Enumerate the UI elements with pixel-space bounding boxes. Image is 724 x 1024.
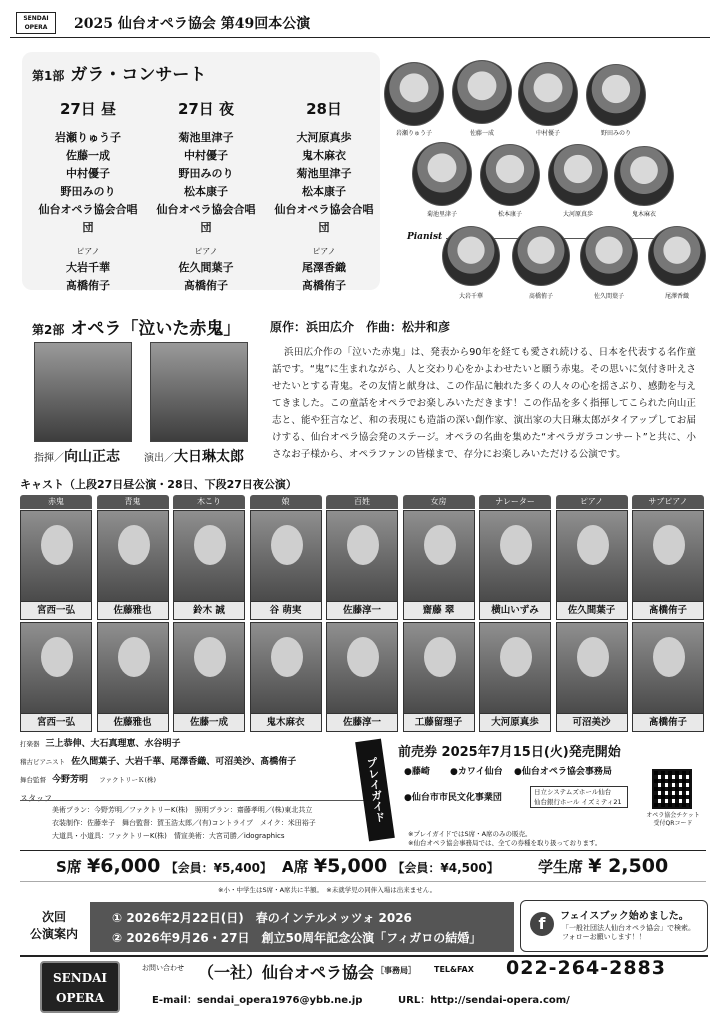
- singer-name: 鬼木麻衣: [302, 149, 346, 162]
- cast-photo: [20, 622, 92, 714]
- singer-photo: [586, 64, 646, 126]
- stage-manager-row: [20, 772, 162, 785]
- cast-card: [556, 622, 628, 732]
- singer-photo: [412, 142, 472, 206]
- rehearsal-label: 稽古ピアニスト: [20, 758, 66, 766]
- singer-name: 中村優子: [184, 149, 228, 162]
- playguide-note: ※プレイガイドではS席・A席のみの販売。: [408, 830, 532, 838]
- cast-role: 木こり: [173, 495, 245, 509]
- singer-name: 佐藤一成: [66, 149, 110, 162]
- cast-title: キャスト（上段27日昼公演・28日、下段27日夜公演）: [20, 478, 297, 491]
- pianist-name: 尾澤香織: [302, 261, 346, 274]
- shop-office: ●仙台オペラ協会事務局: [514, 767, 612, 777]
- next-performance-label: [24, 909, 84, 943]
- percussion-names: 三上恭伸、大石真理恵、水谷明子: [45, 739, 181, 749]
- cast-role: 娘: [250, 495, 322, 509]
- shop-kawai: ●カワイ仙台: [450, 767, 503, 777]
- cast-name: 佐藤雅也: [97, 602, 169, 620]
- footer-logo-line-2: OPERA: [56, 991, 104, 1005]
- rehearsal-pianist-row: [20, 754, 296, 767]
- facebook-title: フェイスブック始めました。: [560, 911, 689, 922]
- cast-card: [479, 497, 551, 620]
- pianist-photo: [512, 226, 570, 286]
- rehearsal-names: 佐久間葉子、大岩千華、尾澤香織、可沼美沙、髙橋侑子: [71, 757, 297, 767]
- cast-card: [632, 497, 704, 620]
- sendai-opera-logo: [40, 961, 120, 1013]
- pianist-caption: 髙橋侑子: [528, 293, 553, 300]
- cast-photo: [173, 510, 245, 602]
- cast-card: [173, 622, 245, 732]
- pianist-photo: [442, 226, 500, 286]
- price-a-label: A席: [282, 858, 309, 876]
- price-student-label: 学生席: [538, 858, 584, 876]
- website-link[interactable]: URL：http://sendai-opera.com/: [398, 995, 570, 1006]
- photo-caption: 鬼木麻衣: [631, 211, 656, 218]
- cast-role: 百姓: [326, 495, 398, 509]
- conductor-photo: [34, 342, 132, 442]
- cast-photo: [97, 510, 169, 602]
- price-a-value: ¥5,000: [313, 855, 388, 877]
- pianist-photo: [648, 226, 706, 286]
- part1-title: [32, 60, 206, 85]
- cast-photo: [250, 622, 322, 714]
- conductor-role: 指揮／: [34, 453, 64, 464]
- director-role: 演出／: [144, 453, 174, 464]
- shop-cultural-foundation: ●仙台市市民文化事業団: [404, 793, 502, 803]
- price-note: ※小・中学生はS席・A席共に半額。 ※未就学児の同伴入場は出来ません。: [218, 886, 437, 894]
- cast-photo: [326, 622, 398, 714]
- cast-role: 女房: [403, 495, 475, 509]
- shop-venues: [530, 786, 628, 808]
- cast-name: 鈴木 誠: [173, 602, 245, 620]
- percussion-label: 打楽器: [20, 740, 40, 748]
- logo-line-2: OPERA: [24, 24, 48, 31]
- singer-name: 仙台オペラ協会合唱団: [274, 203, 374, 234]
- cast-photo: [173, 622, 245, 714]
- cast-card: [97, 622, 169, 732]
- singer-name: 岩瀬りゅう子: [55, 131, 121, 144]
- cast-card: [173, 497, 245, 620]
- facebook-sub-2: フォローお願いします！！: [562, 933, 646, 941]
- singer-photo: [548, 144, 608, 206]
- part2-name: オペラ「泣いた赤鬼」: [70, 319, 241, 339]
- cast-card: [403, 497, 475, 620]
- piano-label: ピアノ: [312, 247, 336, 256]
- cast-photo: [250, 510, 322, 602]
- price-a: [282, 855, 499, 877]
- presale-date: 前売券 2025年7月15日(火)発売開始: [398, 745, 621, 760]
- day-label: 27日 昼: [59, 100, 117, 118]
- office-label: ［事務局］: [376, 966, 416, 975]
- price-s-label: S席: [56, 858, 82, 876]
- pianist-caption: 大岩千華: [458, 293, 483, 300]
- percussion-row: [20, 736, 181, 749]
- price-s-member: 【会員：¥5,400】: [165, 861, 272, 875]
- cast-name: 大河原真歩: [479, 714, 551, 732]
- playguide-notes: [408, 829, 601, 847]
- playguide-badge: プレイガイド: [355, 739, 395, 842]
- part2-title: [32, 314, 240, 339]
- playguide-note: ※仙台オペラ協会事務局では、全ての券種を取り扱っております。: [408, 839, 602, 847]
- part2-credit: 原作：浜田広介 作曲：松井和彦: [270, 320, 451, 334]
- part1-name: ガラ・コンサート: [70, 65, 207, 85]
- cast-card: [20, 622, 92, 732]
- pianist-name: 髙橋侑子: [66, 279, 110, 292]
- singer-name: 野田みのり: [178, 167, 234, 180]
- cast-name: 横山いずみ: [479, 602, 551, 620]
- cast-card: [20, 497, 92, 620]
- cast-card: [479, 622, 551, 732]
- ticket-qr-code[interactable]: [652, 769, 692, 809]
- pianist-caption: 尾澤香織: [664, 293, 689, 300]
- cast-name: 髙橋侑子: [632, 602, 704, 620]
- cast-name: 谷 萌実: [250, 602, 322, 620]
- day-column: [152, 98, 260, 295]
- singer-name: 菊池里津子: [296, 167, 352, 180]
- cast-name: 可沼美沙: [556, 714, 628, 732]
- qr-caption: オペラ協会チケット受付QRコード: [646, 812, 700, 827]
- singer-photo: [452, 60, 512, 124]
- day-label: 27日 夜: [177, 100, 235, 118]
- page-title: 2025 仙台オペラ協会 第49回本公演: [74, 16, 311, 32]
- cast-name: 宮西一弘: [20, 714, 92, 732]
- day-label: 28日: [306, 100, 342, 118]
- next-performance-2: ② 2026年9月26・27日 創立50周年記念公演「フィガロの結婚」: [112, 931, 482, 945]
- cast-card: [556, 497, 628, 620]
- piano-label: ピアノ: [194, 247, 218, 256]
- singer-photo: [480, 144, 540, 206]
- opera-description: 浜田広介作の「泣いた赤鬼」は、発表から90年を経ても愛され続ける、日本を代表する名作童話です。“鬼”に生まれながら、人と交わり心をかよわせたいと願う赤鬼。その思いに気付き叶えさせたいとする青鬼。その友情と献身は、この作品に触れた多くの人々の心を揺さぶり、感動を与えてきました。この童話をオペラでお楽しみいただきます！この作品を多く指揮してこられた向山正志と、能や狂言など、和の表現にも造詣の深い創作家、演出家の大日琳太郎がタイアップしてお届けする、仙台オペラ協会発のステージ。オペラの名曲を集めた“オペラガラコンサート”と共に、小さなお子様から、オペラファンの皆様まで、存分にお楽しみいただける公演です。: [272, 347, 696, 460]
- singer-name: 松本康子: [302, 185, 346, 198]
- inquiry-label: お問い合わせ: [142, 964, 184, 972]
- stage-company: ファクトリーＫ(株): [99, 776, 157, 784]
- cast-name: 佐久間葉子: [556, 602, 628, 620]
- cast-photo: [479, 510, 551, 602]
- cast-name: 齋藤 翠: [403, 602, 475, 620]
- cast-card: [250, 622, 322, 732]
- photo-caption: 岩瀬りゅう子: [395, 130, 432, 137]
- pianist-name: 佐久間葉子: [178, 261, 234, 274]
- stage-label: 舞台監督: [20, 776, 46, 784]
- cast-role: 赤鬼: [20, 495, 92, 509]
- cast-name: 佐藤雅也: [97, 714, 169, 732]
- director-caption: [144, 446, 244, 466]
- footer-logo-line-1: SENDAI: [52, 971, 108, 985]
- photo-caption: 野田みのり: [600, 130, 631, 137]
- cast-name: 鬼木麻衣: [250, 714, 322, 732]
- pianist-name: 髙橋侑子: [302, 279, 346, 292]
- staff-line: 美術プラン：今野芳明／ファクトリーK(株) 照明プラン：齋藤孝明／(株)東北共立: [52, 806, 313, 814]
- photo-caption: 菊池里津子: [426, 211, 457, 218]
- singer-name: 大河原真歩: [296, 131, 352, 144]
- cast-name: 髙橋侑子: [632, 714, 704, 732]
- shop-fujisaki: ●藤崎: [404, 767, 430, 777]
- cast-card: [326, 622, 398, 732]
- day-column: [34, 98, 142, 295]
- phone-number[interactable]: 022-264-2883: [506, 957, 666, 979]
- cast-card: [250, 497, 322, 620]
- organization-name: （一社）仙台オペラ協会: [198, 963, 375, 982]
- photo-caption: 中村優子: [535, 130, 560, 137]
- part1-label: 第1部: [32, 69, 65, 83]
- cast-photo: [632, 622, 704, 714]
- pianist-label: Pianist: [407, 232, 443, 242]
- next-label-1: 次回: [41, 910, 66, 924]
- photo-caption: 佐藤一成: [469, 130, 494, 137]
- email-link[interactable]: E-mail：sendai_opera1976@ybb.ne.jp: [152, 995, 363, 1006]
- tel-label: TEL&FAX: [434, 965, 474, 974]
- singer-photo: [614, 146, 674, 206]
- price-a-member: 【会員：¥4,500】: [392, 861, 499, 875]
- part2-label: 第2部: [32, 323, 65, 337]
- cast-name: 佐藤淳一: [326, 602, 398, 620]
- price-s: [56, 855, 272, 877]
- cast-role: ピアノ: [556, 495, 628, 509]
- venue-2: 仙台銀行ホール イズミティ21: [534, 798, 622, 806]
- cast-card: [326, 497, 398, 620]
- cast-name: 佐藤淳一: [326, 714, 398, 732]
- price-student-value: ¥ 2,500: [588, 855, 669, 877]
- conductor-name: 向山正志: [64, 449, 120, 465]
- facebook-subtext: [562, 924, 695, 942]
- logo-line-1: SENDAI: [23, 15, 49, 22]
- price-student: [538, 855, 668, 877]
- venue-1: 日立システムズホール仙台: [534, 788, 612, 796]
- piano-label: ピアノ: [76, 247, 100, 256]
- conductor-caption: [34, 446, 120, 466]
- facebook-icon[interactable]: f: [530, 912, 554, 936]
- singer-photo: [518, 62, 578, 126]
- pianist-photo: [580, 226, 638, 286]
- pianist-name: 髙橋侑子: [184, 279, 228, 292]
- pianist-name: 大岩千華: [66, 261, 110, 274]
- cast-photo: [326, 510, 398, 602]
- cast-photo: [556, 510, 628, 602]
- staff-line: 大道具・小道具：ファクトリーK(株) 情宣美術：大宮司勝／idographics: [52, 832, 285, 840]
- cast-name: 工藤留理子: [403, 714, 475, 732]
- photo-caption: 松本康子: [497, 211, 522, 218]
- cast-name: 佐藤一成: [173, 714, 245, 732]
- staff-line: 衣装制作：佐藤幸子 舞台監督：賀玉浩太郎／(有)コントライブ メイク：米田裕子: [52, 819, 316, 827]
- cast-photo: [403, 510, 475, 602]
- facebook-sub-1: 「一般社団法人仙台オペラ協会」で検索。: [562, 924, 695, 932]
- price-s-value: ¥6,000: [87, 855, 161, 877]
- cast-photo: [20, 510, 92, 602]
- staff-list: [20, 800, 382, 850]
- singer-name: 野田みのり: [60, 185, 116, 198]
- next-label-2: 公演案内: [29, 927, 78, 941]
- singer-photo: [384, 62, 444, 126]
- cast-card: [97, 497, 169, 620]
- photo-caption: 大河原真歩: [562, 211, 593, 218]
- sendai-opera-logo-small: [16, 12, 56, 34]
- singer-name: 中村優子: [66, 167, 110, 180]
- pianist-caption: 佐久間葉子: [593, 293, 624, 300]
- cast-role: 青鬼: [97, 495, 169, 509]
- day-column: [270, 98, 378, 295]
- singer-name: 仙台オペラ協会合唱団: [156, 203, 256, 234]
- cast-role: ナレーター: [479, 495, 551, 509]
- cast-photo: [632, 510, 704, 602]
- singer-name: 菊池里津子: [178, 131, 234, 144]
- cast-card: [632, 622, 704, 732]
- cast-role: サブピアノ: [632, 495, 704, 509]
- stage-name: 今野芳明: [52, 775, 89, 785]
- singer-name: 松本康子: [184, 185, 228, 198]
- singer-name: 仙台オペラ協会合唱団: [38, 203, 138, 234]
- staff-label: スタッフ: [20, 794, 52, 803]
- director-name: 大日琳太郎: [174, 449, 244, 465]
- cast-photo: [97, 622, 169, 714]
- cast-photo: [556, 622, 628, 714]
- director-photo: [150, 342, 248, 442]
- header-bar: [10, 8, 710, 38]
- cast-photo: [479, 622, 551, 714]
- cast-photo: [403, 622, 475, 714]
- cast-name: 宮西一弘: [20, 602, 92, 620]
- cast-card: [403, 622, 475, 732]
- next-performance-1: ① 2026年2月22日(日) 春のインテルメッツォ 2026: [112, 911, 412, 925]
